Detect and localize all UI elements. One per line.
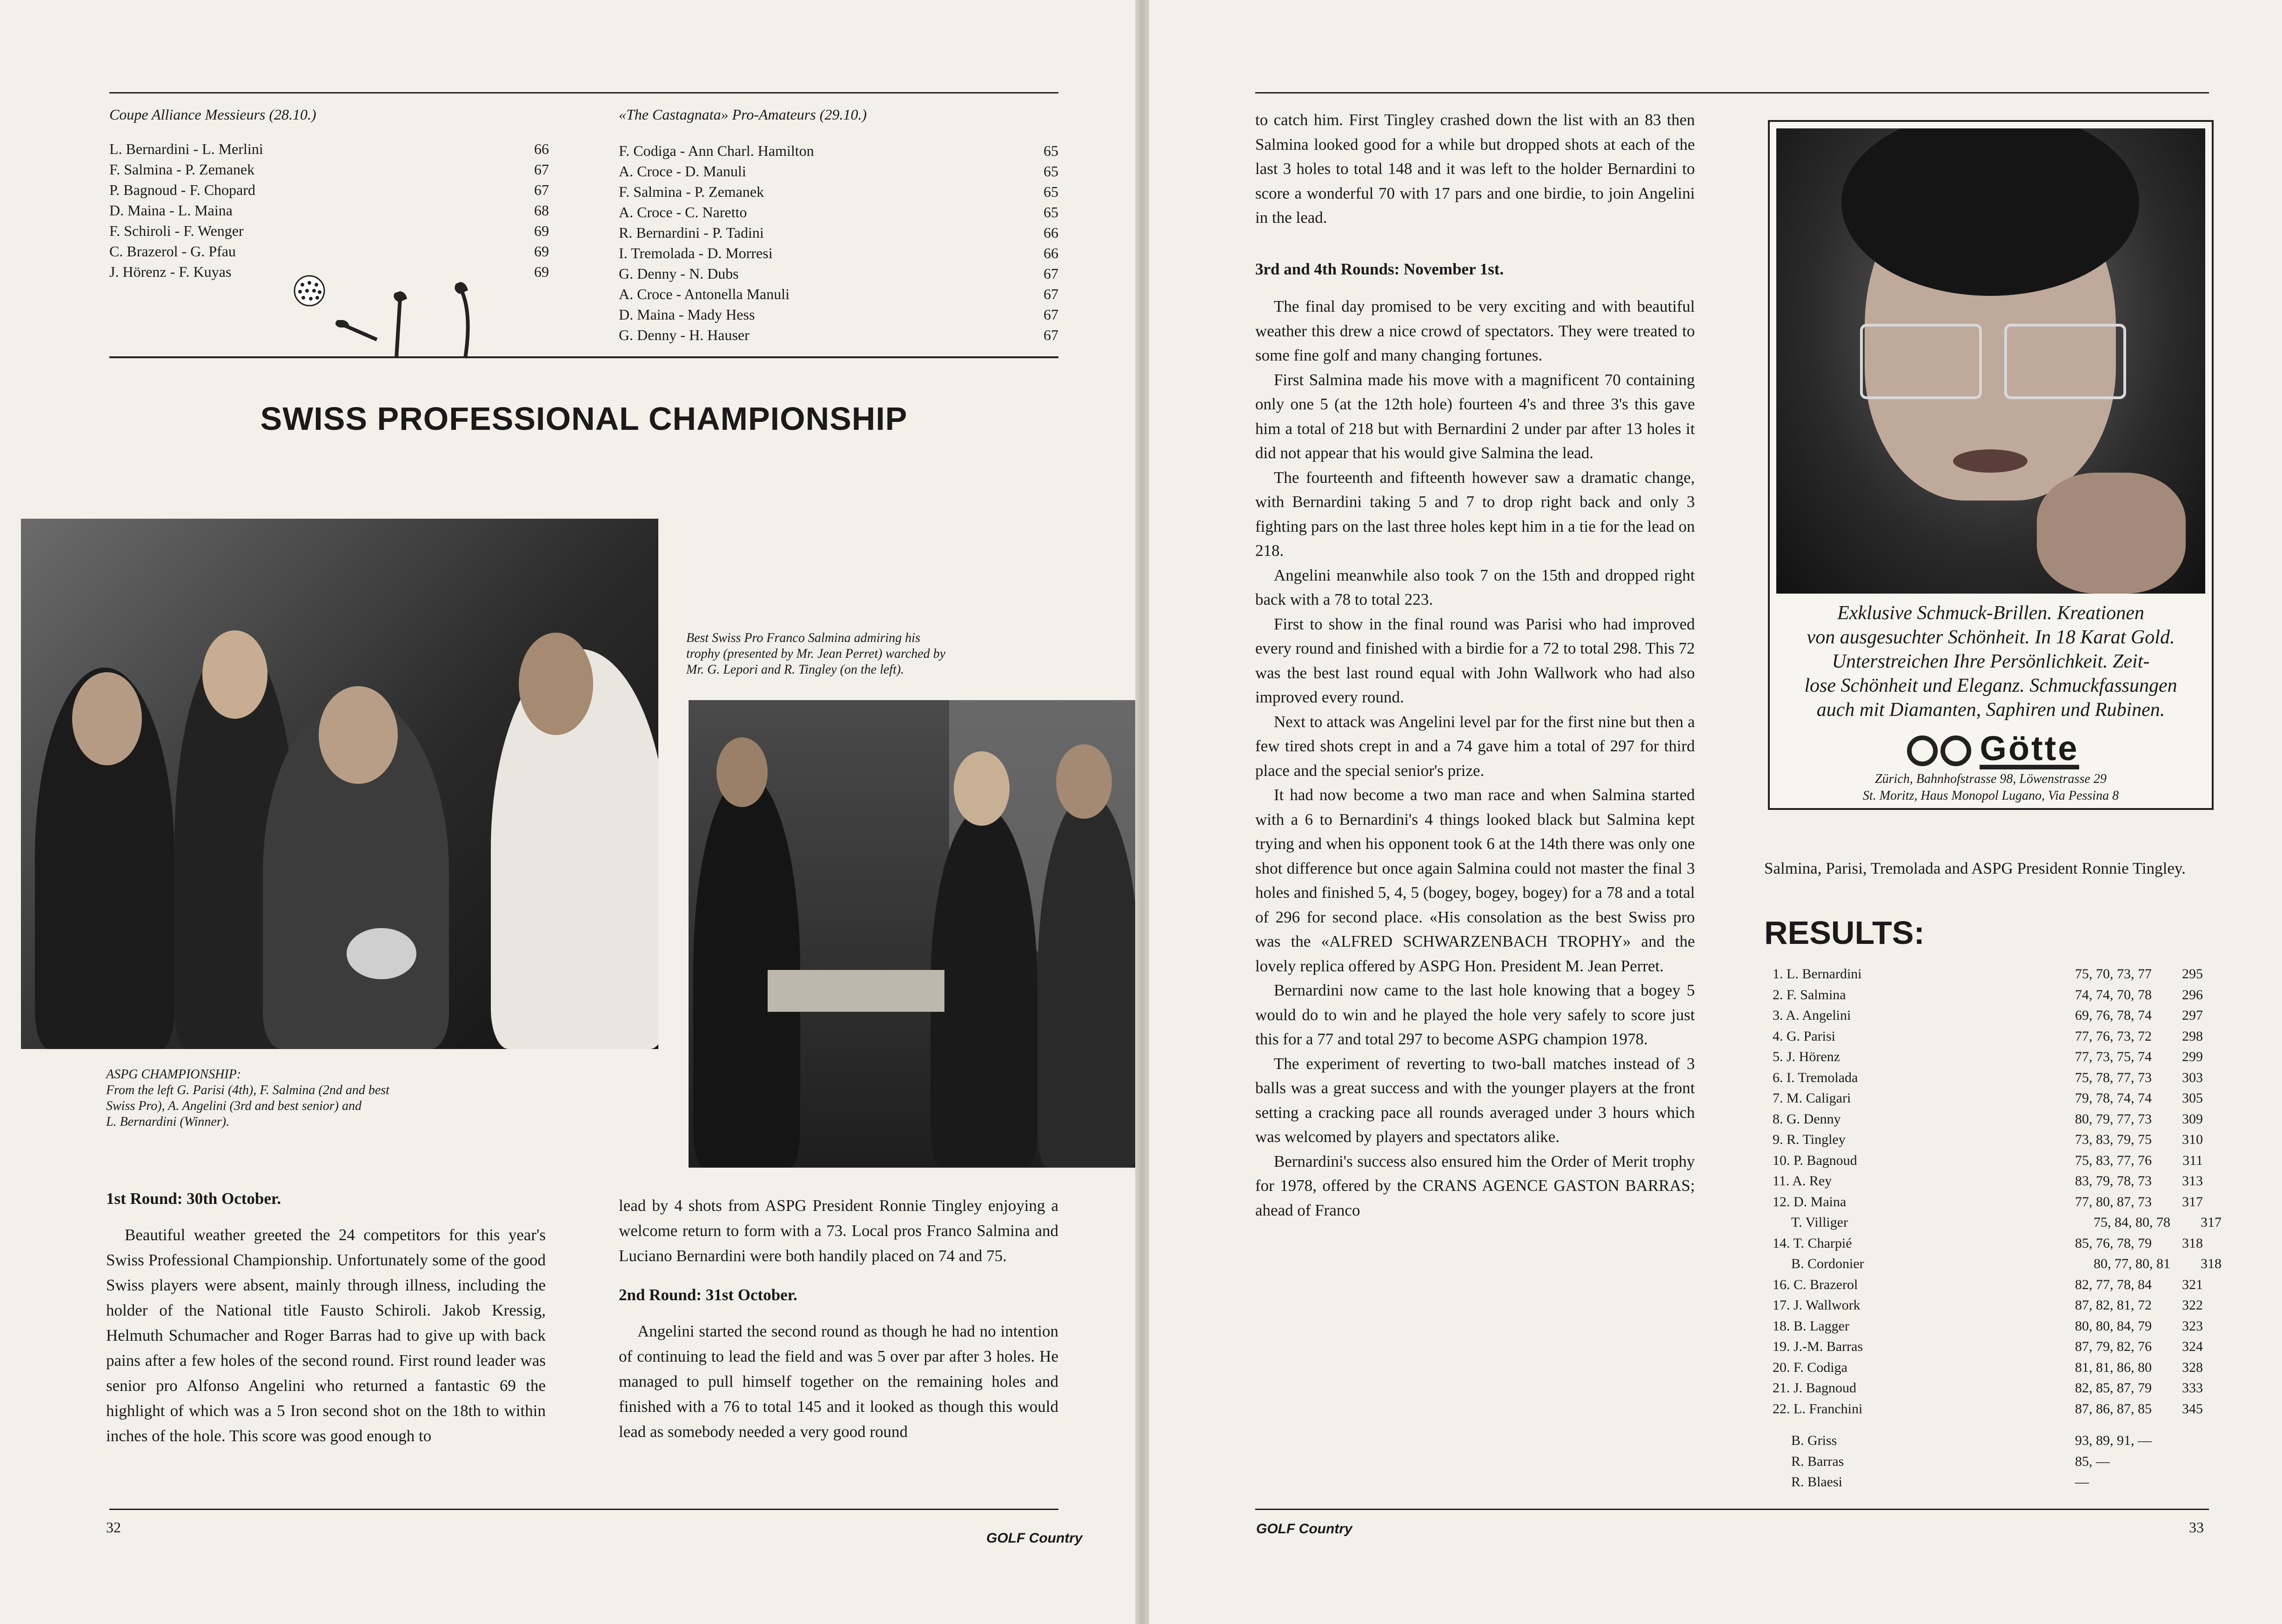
results-title: RESULTS: bbox=[1764, 915, 1925, 951]
pair-score: 66 bbox=[534, 140, 549, 157]
total-score: 295 bbox=[2182, 966, 2203, 982]
player-name: R. Blaesi bbox=[1791, 1474, 1842, 1490]
result-row bbox=[619, 181, 1058, 202]
caption-line: Best Swiss Pro Franco Salmina admiring his bbox=[686, 631, 920, 645]
player-name: 6. I. Tremolada bbox=[1773, 1069, 1858, 1085]
right-column-1 bbox=[1255, 108, 1695, 1223]
total-score: 297 bbox=[2182, 1008, 2203, 1023]
logo-ring-icon bbox=[1941, 735, 1971, 766]
pair-name: G. Denny - H. Hauser bbox=[619, 327, 750, 343]
results-row bbox=[1773, 1378, 2222, 1399]
pair-score: 68 bbox=[534, 202, 549, 219]
player-name: 12. D. Maina bbox=[1773, 1194, 1847, 1210]
article-paragraph: The final day promised to be very exciting and with beautiful weather this drew a nice crowd of spectators. They were treated to some fine golf and many changing fortunes. bbox=[1255, 297, 1695, 364]
pair-score: 69 bbox=[534, 222, 549, 239]
address-line: Zürich, Bahnhofstrasse 98, Löwenstrasse 29 bbox=[1875, 772, 2107, 786]
round2-heading: 2nd Round: 31st October. bbox=[619, 1286, 797, 1304]
coupe-heading: Coupe Alliance Messieurs (28.10.) bbox=[109, 106, 316, 123]
pair-name: G. Denny - N. Dubs bbox=[619, 265, 739, 282]
result-row bbox=[109, 139, 549, 159]
pair-name: L. Bernardini - L. Merlini bbox=[109, 140, 263, 157]
golf-country-logo: GOLF Country bbox=[986, 1530, 1083, 1546]
pair-name: P. Bagnoud - F. Chopard bbox=[109, 181, 255, 198]
pair-name: J. Hörenz - F. Kuyas bbox=[109, 263, 232, 280]
article-paragraph: The fourteenth and fifteenth however saw a dramatic change, with Bernardini taking 5 and 7 to drop right back and only 3 fighting pars on the last three holes kept him in a tie for the lead on 218. bbox=[1255, 468, 1695, 560]
retired-players-table bbox=[1791, 1430, 2175, 1493]
result-row bbox=[619, 202, 1058, 222]
top-rule bbox=[1255, 92, 2209, 94]
total-score: 324 bbox=[2182, 1339, 2203, 1354]
pair-score: 67 bbox=[1044, 306, 1058, 323]
results-row bbox=[1773, 1192, 2222, 1213]
caption-line: trophy (presented by Mr. Jean Perret) warched by bbox=[686, 647, 946, 661]
player-name: 11. A. Rey bbox=[1773, 1173, 1832, 1189]
caption-line: From the left G. Parisi (4th), F. Salmina (2nd and best bbox=[106, 1083, 389, 1097]
result-row bbox=[109, 241, 549, 261]
total-score: 317 bbox=[2182, 1194, 2203, 1210]
total-score: 345 bbox=[2182, 1401, 2203, 1417]
round-scores: 85, — bbox=[2075, 1453, 2110, 1469]
brand-logo bbox=[1872, 731, 2114, 770]
player-name: 8. G. Denny bbox=[1773, 1111, 1841, 1127]
round-scores: 81, 81, 86, 80 bbox=[2075, 1359, 2152, 1375]
caption-line: L. Bernardini (Winner). bbox=[106, 1115, 229, 1129]
round-scores: 79, 78, 74, 74 bbox=[2075, 1090, 2152, 1106]
result-row bbox=[619, 140, 1058, 161]
results-row bbox=[1773, 1171, 2222, 1192]
round-scores: 82, 85, 87, 79 bbox=[2075, 1380, 2152, 1396]
player-name: B. Griss bbox=[1791, 1433, 1837, 1448]
pair-name: F. Salmina - P. Zemanek bbox=[619, 183, 764, 200]
pair-score: 69 bbox=[534, 243, 549, 260]
round-scores: 77, 73, 75, 74 bbox=[2075, 1049, 2152, 1064]
pair-score: 65 bbox=[1044, 204, 1058, 221]
pair-score: 65 bbox=[1044, 142, 1058, 159]
pair-name: F. Codiga - Ann Charl. Hamilton bbox=[619, 142, 814, 159]
player-name: 14. T. Charpié bbox=[1773, 1235, 1852, 1251]
championship-photo bbox=[21, 519, 658, 1049]
top-rule bbox=[109, 92, 1058, 94]
round1-heading: 1st Round: 30th October. bbox=[106, 1190, 281, 1208]
bottom-rule bbox=[1255, 1509, 2209, 1510]
round1-text: Beautiful weather greeted the 24 competitors for this year's Swiss Professional Championship. Unfortunately some of the good Swiss players were absent, mainly through illness, including the holder of the National title Fausto Schiroli. Jakob Kressig, Helmuth Schumacher and Roger Barras had to give up with back pains after a few holes of the second round. First round leader was senior pro Alfonso Angelini who returned a fantastic 69 the highlight of which was a 5 Iron second shot on the 18th to within inches of the hole. This score was good enough to bbox=[106, 1226, 546, 1445]
player-name: 9. R. Tingley bbox=[1773, 1132, 1846, 1147]
pair-name: F. Salmina - P. Zemanek bbox=[109, 161, 255, 178]
result-row bbox=[619, 161, 1058, 181]
golf-clubs-icon bbox=[288, 270, 502, 363]
caption-line: Swiss Pro), A. Angelini (3rd and best senior) and bbox=[106, 1099, 362, 1113]
article-paragraph: The experiment of reverting to two-ball matches instead of 3 balls was a great success and with the younger players at the front setting a cracking pace all rounds averaged under 3 hours which was welcomed by players and spectators alike. bbox=[1255, 1054, 1695, 1146]
bottom-rule bbox=[109, 1509, 1058, 1510]
pair-score: 66 bbox=[1044, 245, 1058, 261]
ad-line: Unterstreichen Ihre Persönlichkeit. Zeit- bbox=[1832, 651, 2150, 672]
result-row bbox=[619, 284, 1058, 304]
results-row bbox=[1773, 1047, 2222, 1068]
caption-line: ASPG CHAMPIONSHIP: bbox=[106, 1067, 241, 1082]
total-score: 322 bbox=[2182, 1297, 2203, 1313]
total-score: 313 bbox=[2182, 1173, 2203, 1189]
article-paragraph: Angelini meanwhile also took 7 on the 15th and dropped right back with a 78 to total 223. bbox=[1255, 566, 1695, 608]
total-score: 318 bbox=[2182, 1235, 2203, 1251]
total-score: 310 bbox=[2182, 1132, 2203, 1147]
round-scores: 80, 77, 80, 81 bbox=[2094, 1256, 2170, 1271]
results-row bbox=[1773, 1150, 2222, 1171]
round-scores: 75, 70, 73, 77 bbox=[2075, 966, 2152, 982]
result-row bbox=[109, 159, 549, 180]
total-score: 305 bbox=[2182, 1090, 2203, 1106]
results-row bbox=[1773, 1068, 2222, 1089]
player-name: 10. P. Bagnoud bbox=[1773, 1152, 1857, 1168]
total-score: 323 bbox=[2182, 1318, 2203, 1334]
round2-text: Angelini started the second round as though he had no intention of continuing to lead the field and was 5 over par after 3 holes. He managed to pull himself together on the remaining holes and finished with a 76 to total 145 and it looked as though this would lead as somebody needed a very good round bbox=[619, 1322, 1058, 1441]
round-scores: 74, 74, 70, 78 bbox=[2075, 987, 2152, 1002]
player-name: 5. J. Hörenz bbox=[1773, 1049, 1840, 1064]
section-rule bbox=[109, 356, 1058, 358]
player-name: 18. B. Lagger bbox=[1773, 1318, 1849, 1334]
result-row bbox=[619, 243, 1058, 263]
results-row bbox=[1773, 1254, 2222, 1275]
results-row bbox=[1773, 1275, 2222, 1296]
pair-score: 67 bbox=[534, 181, 549, 198]
total-score: 328 bbox=[2182, 1359, 2203, 1375]
pair-score: 66 bbox=[1044, 224, 1058, 241]
total-score: 296 bbox=[2182, 987, 2203, 1002]
results-row bbox=[1773, 985, 2222, 1006]
brand-name: Götte bbox=[1980, 732, 2079, 769]
left-column-2 bbox=[619, 1193, 1058, 1444]
results-row bbox=[1773, 1212, 2222, 1233]
results-row bbox=[1773, 1295, 2222, 1316]
result-row bbox=[619, 222, 1058, 243]
coupe-results-list bbox=[109, 139, 549, 282]
round-scores: 77, 80, 87, 73 bbox=[2075, 1194, 2152, 1210]
total-score: 309 bbox=[2182, 1111, 2203, 1127]
article-paragraph: Next to attack was Angelini level par for the first nine but then a few tired shots crept in and a 74 gave him a total of 297 for third place and the special senior's prize. bbox=[1255, 712, 1695, 780]
total-score: 299 bbox=[2182, 1049, 2203, 1064]
player-name: 3. A. Angelini bbox=[1773, 1008, 1851, 1023]
main-photo-caption bbox=[106, 1067, 389, 1130]
round-scores: 93, 89, 91, — bbox=[2075, 1433, 2152, 1448]
pair-name: F. Schiroli - F. Wenger bbox=[109, 222, 244, 239]
round-scores: 87, 82, 81, 72 bbox=[2075, 1297, 2152, 1313]
result-row bbox=[109, 221, 549, 241]
ad-photo bbox=[1776, 128, 2205, 594]
results-row bbox=[1773, 1109, 2222, 1130]
results-row bbox=[1773, 1233, 2222, 1254]
round-scores: 83, 79, 78, 73 bbox=[2075, 1173, 2152, 1189]
article-paragraph: Bernardini now came to the last hole knowing that a bogey 5 would do to win and he played the hole very safely to score just this for a 77 and total 297 to become ASPG champion 1978. bbox=[1255, 981, 1695, 1048]
ad-line: von ausgesuchter Schönheit. In 18 Karat Gold. bbox=[1807, 627, 2175, 648]
page-number-left: 32 bbox=[106, 1519, 121, 1536]
retired-row bbox=[1791, 1451, 2175, 1472]
round-scores: 75, 83, 77, 76 bbox=[2075, 1152, 2152, 1168]
round-scores: 73, 83, 79, 75 bbox=[2075, 1132, 2152, 1147]
results-row bbox=[1773, 964, 2222, 985]
pair-score: 67 bbox=[1044, 265, 1058, 282]
round-scores: 80, 80, 84, 79 bbox=[2075, 1318, 2152, 1334]
player-name: T. Villiger bbox=[1791, 1215, 1848, 1230]
round-scores: 85, 76, 78, 79 bbox=[2075, 1235, 2152, 1251]
player-name: 17. J. Wallwork bbox=[1773, 1297, 1860, 1313]
pair-name: I. Tremolada - D. Morresi bbox=[619, 245, 773, 261]
pair-score: 69 bbox=[534, 263, 549, 280]
article-paragraph: First Salmina made his move with a magnificent 70 containing only one 5 (at the 12th hole) fourteen 4's and three 3's this gave him a total of 218 but with Bernardini 2 under par after 13 holes it did not appear that his would give Salmina the lead. bbox=[1255, 370, 1695, 462]
player-name: 2. F. Salmina bbox=[1773, 987, 1846, 1002]
pair-score: 65 bbox=[1044, 183, 1058, 200]
pair-name: A. Croce - D. Manuli bbox=[619, 163, 746, 180]
round-scores: 87, 79, 82, 76 bbox=[2075, 1339, 2152, 1354]
pair-name: D. Maina - Mady Hess bbox=[619, 306, 755, 323]
ad-copy bbox=[1770, 601, 2212, 722]
eyewear-advertisement bbox=[1768, 120, 2214, 810]
ad-line: lose Schönheit und Eleganz. Schmuckfassungen bbox=[1804, 675, 2177, 696]
right-page bbox=[1149, 0, 2282, 1624]
player-name: 20. F. Codiga bbox=[1773, 1359, 1847, 1375]
results-row bbox=[1773, 1357, 2222, 1378]
retired-row bbox=[1791, 1430, 2175, 1451]
player-name: 19. J.-M. Barras bbox=[1773, 1339, 1863, 1354]
result-row bbox=[109, 200, 549, 221]
left-page bbox=[0, 0, 1135, 1624]
ad-line: Exklusive Schmuck-Brillen. Kreationen bbox=[1837, 602, 2144, 624]
logo-ring-icon bbox=[1907, 735, 1938, 766]
ad-line: auch mit Diamanten, Saphiren und Rubinen. bbox=[1816, 699, 2165, 721]
page-number-right: 33 bbox=[2189, 1519, 2204, 1536]
total-score: 321 bbox=[2182, 1276, 2203, 1292]
article-paragraph: It had now become a two man race and when Salmina started with a 6 to Bernardini's 4 things looked black but Salmina kept trying and when his opponent took 6 at the 14th there was only one shot difference but once again Salmina could not master the final 3 holes and finished 5, 4, 5 (bogey, bogey, bogey) for a 78 and a total of 296 for second place. «His consolation as the best Swiss pro was the «ALFRED SCHWARZENBACH TROPHY» and the lovely replica offered by ASPG Hon. President M. Jean Perret. bbox=[1255, 786, 1695, 975]
castagnata-heading: «The Castagnata» Pro-Amateurs (29.10.) bbox=[619, 106, 867, 123]
player-name: 22. L. Franchini bbox=[1773, 1401, 1863, 1417]
player-name: 21. J. Bagnoud bbox=[1773, 1380, 1856, 1396]
round-scores: 69, 76, 78, 74 bbox=[2075, 1008, 2152, 1023]
pair-name: A. Croce - C. Naretto bbox=[619, 204, 747, 221]
pair-name: C. Brazerol - G. Pfau bbox=[109, 243, 236, 260]
result-row bbox=[619, 263, 1058, 284]
address-line: St. Moritz, Haus Monopol Lugano, Via Pessina 8 bbox=[1862, 789, 2119, 803]
player-name: B. Cordonier bbox=[1791, 1256, 1864, 1271]
article-paragraph: Bernardini's success also ensured him the Order of Merit trophy for 1978, offered by the CRANS AGENCE GASTON BARRAS; ahead of Franco bbox=[1255, 1152, 1695, 1219]
article-paragraph: First to show in the final round was Parisi who had improved every round and finished with a birdie for a 72 to total 298. This 72 was the best last round equal with John Wallwork who had also improved every round. bbox=[1255, 615, 1695, 706]
total-score: 303 bbox=[2182, 1069, 2203, 1085]
caption-line: Mr. G. Lepori and R. Tingley (on the left). bbox=[686, 662, 904, 677]
player-name: 16. C. Brazerol bbox=[1773, 1276, 1858, 1292]
result-row bbox=[619, 304, 1058, 325]
page-gutter bbox=[1135, 0, 1149, 1624]
pair-name: D. Maina - L. Maina bbox=[109, 202, 233, 219]
player-name: 4. G. Parisi bbox=[1773, 1028, 1835, 1044]
total-score: 318 bbox=[2201, 1256, 2222, 1271]
pair-score: 67 bbox=[534, 161, 549, 178]
pair-name: A. Croce - Antonella Manuli bbox=[619, 286, 790, 302]
results-row bbox=[1773, 1399, 2222, 1420]
ad-address bbox=[1770, 771, 2212, 804]
results-row bbox=[1773, 1088, 2222, 1109]
round-scores: 87, 86, 87, 85 bbox=[2075, 1401, 2152, 1417]
pair-name: R. Bernardini - P. Tadini bbox=[619, 224, 764, 241]
result-row bbox=[619, 325, 1058, 345]
total-score: 311 bbox=[2182, 1152, 2203, 1168]
second-photo-caption bbox=[686, 630, 945, 678]
golf-country-logo: GOLF Country bbox=[1256, 1521, 1352, 1537]
results-row bbox=[1773, 1337, 2222, 1357]
round-scores: — bbox=[2075, 1474, 2089, 1490]
pair-score: 67 bbox=[1044, 286, 1058, 302]
round-scores: 80, 79, 77, 73 bbox=[2075, 1111, 2152, 1127]
round-scores: 77, 76, 73, 72 bbox=[2075, 1028, 2152, 1044]
result-row bbox=[109, 180, 549, 200]
pair-score: 67 bbox=[1044, 327, 1058, 343]
results-table bbox=[1773, 964, 2222, 1419]
player-name: 1. L. Bernardini bbox=[1773, 966, 1862, 982]
round34-heading: 3rd and 4th Rounds: November 1st. bbox=[1255, 260, 1504, 278]
round34-text bbox=[1255, 294, 1695, 1223]
results-intro: Salmina, Parisi, Tremolada and ASPG President Ronnie Tingley. bbox=[1764, 859, 2186, 877]
round2-continued: to catch him. First Tingley crashed down the list with an 83 then Salmina looked good for a while but dropped shots at each of the last 3 holes to total 148 and it was left to the holder Bernardini to score a wonderful 70 with 17 pars and one birdie, to join Angelini in the lead. bbox=[1255, 111, 1695, 227]
results-row bbox=[1773, 1129, 2222, 1150]
player-name: R. Barras bbox=[1791, 1453, 1844, 1469]
results-row bbox=[1773, 1316, 2222, 1337]
trophy-photo bbox=[689, 700, 1161, 1168]
round-scores: 82, 77, 78, 84 bbox=[2075, 1276, 2152, 1292]
article-title: SWISS PROFESSIONAL CHAMPIONSHIP bbox=[260, 401, 908, 437]
pair-score: 65 bbox=[1044, 163, 1058, 180]
castagnata-results-list bbox=[619, 140, 1058, 345]
round-scores: 75, 78, 77, 73 bbox=[2075, 1069, 2152, 1085]
player-name: 7. M. Caligari bbox=[1773, 1090, 1851, 1106]
retired-row bbox=[1791, 1472, 2175, 1493]
total-score: 333 bbox=[2182, 1380, 2203, 1396]
left-column-1 bbox=[106, 1186, 546, 1449]
round1-continued: lead by 4 shots from ASPG President Ronnie Tingley enjoying a welcome return to form with a 73. Local pros Franco Salmina and Luciano Bernardini were both handily placed on 74 and 75. bbox=[619, 1196, 1058, 1265]
round-scores: 75, 84, 80, 78 bbox=[2094, 1215, 2170, 1230]
total-score: 298 bbox=[2182, 1028, 2203, 1044]
total-score: 317 bbox=[2201, 1215, 2222, 1230]
results-row bbox=[1773, 1026, 2222, 1047]
results-row bbox=[1773, 1005, 2222, 1026]
